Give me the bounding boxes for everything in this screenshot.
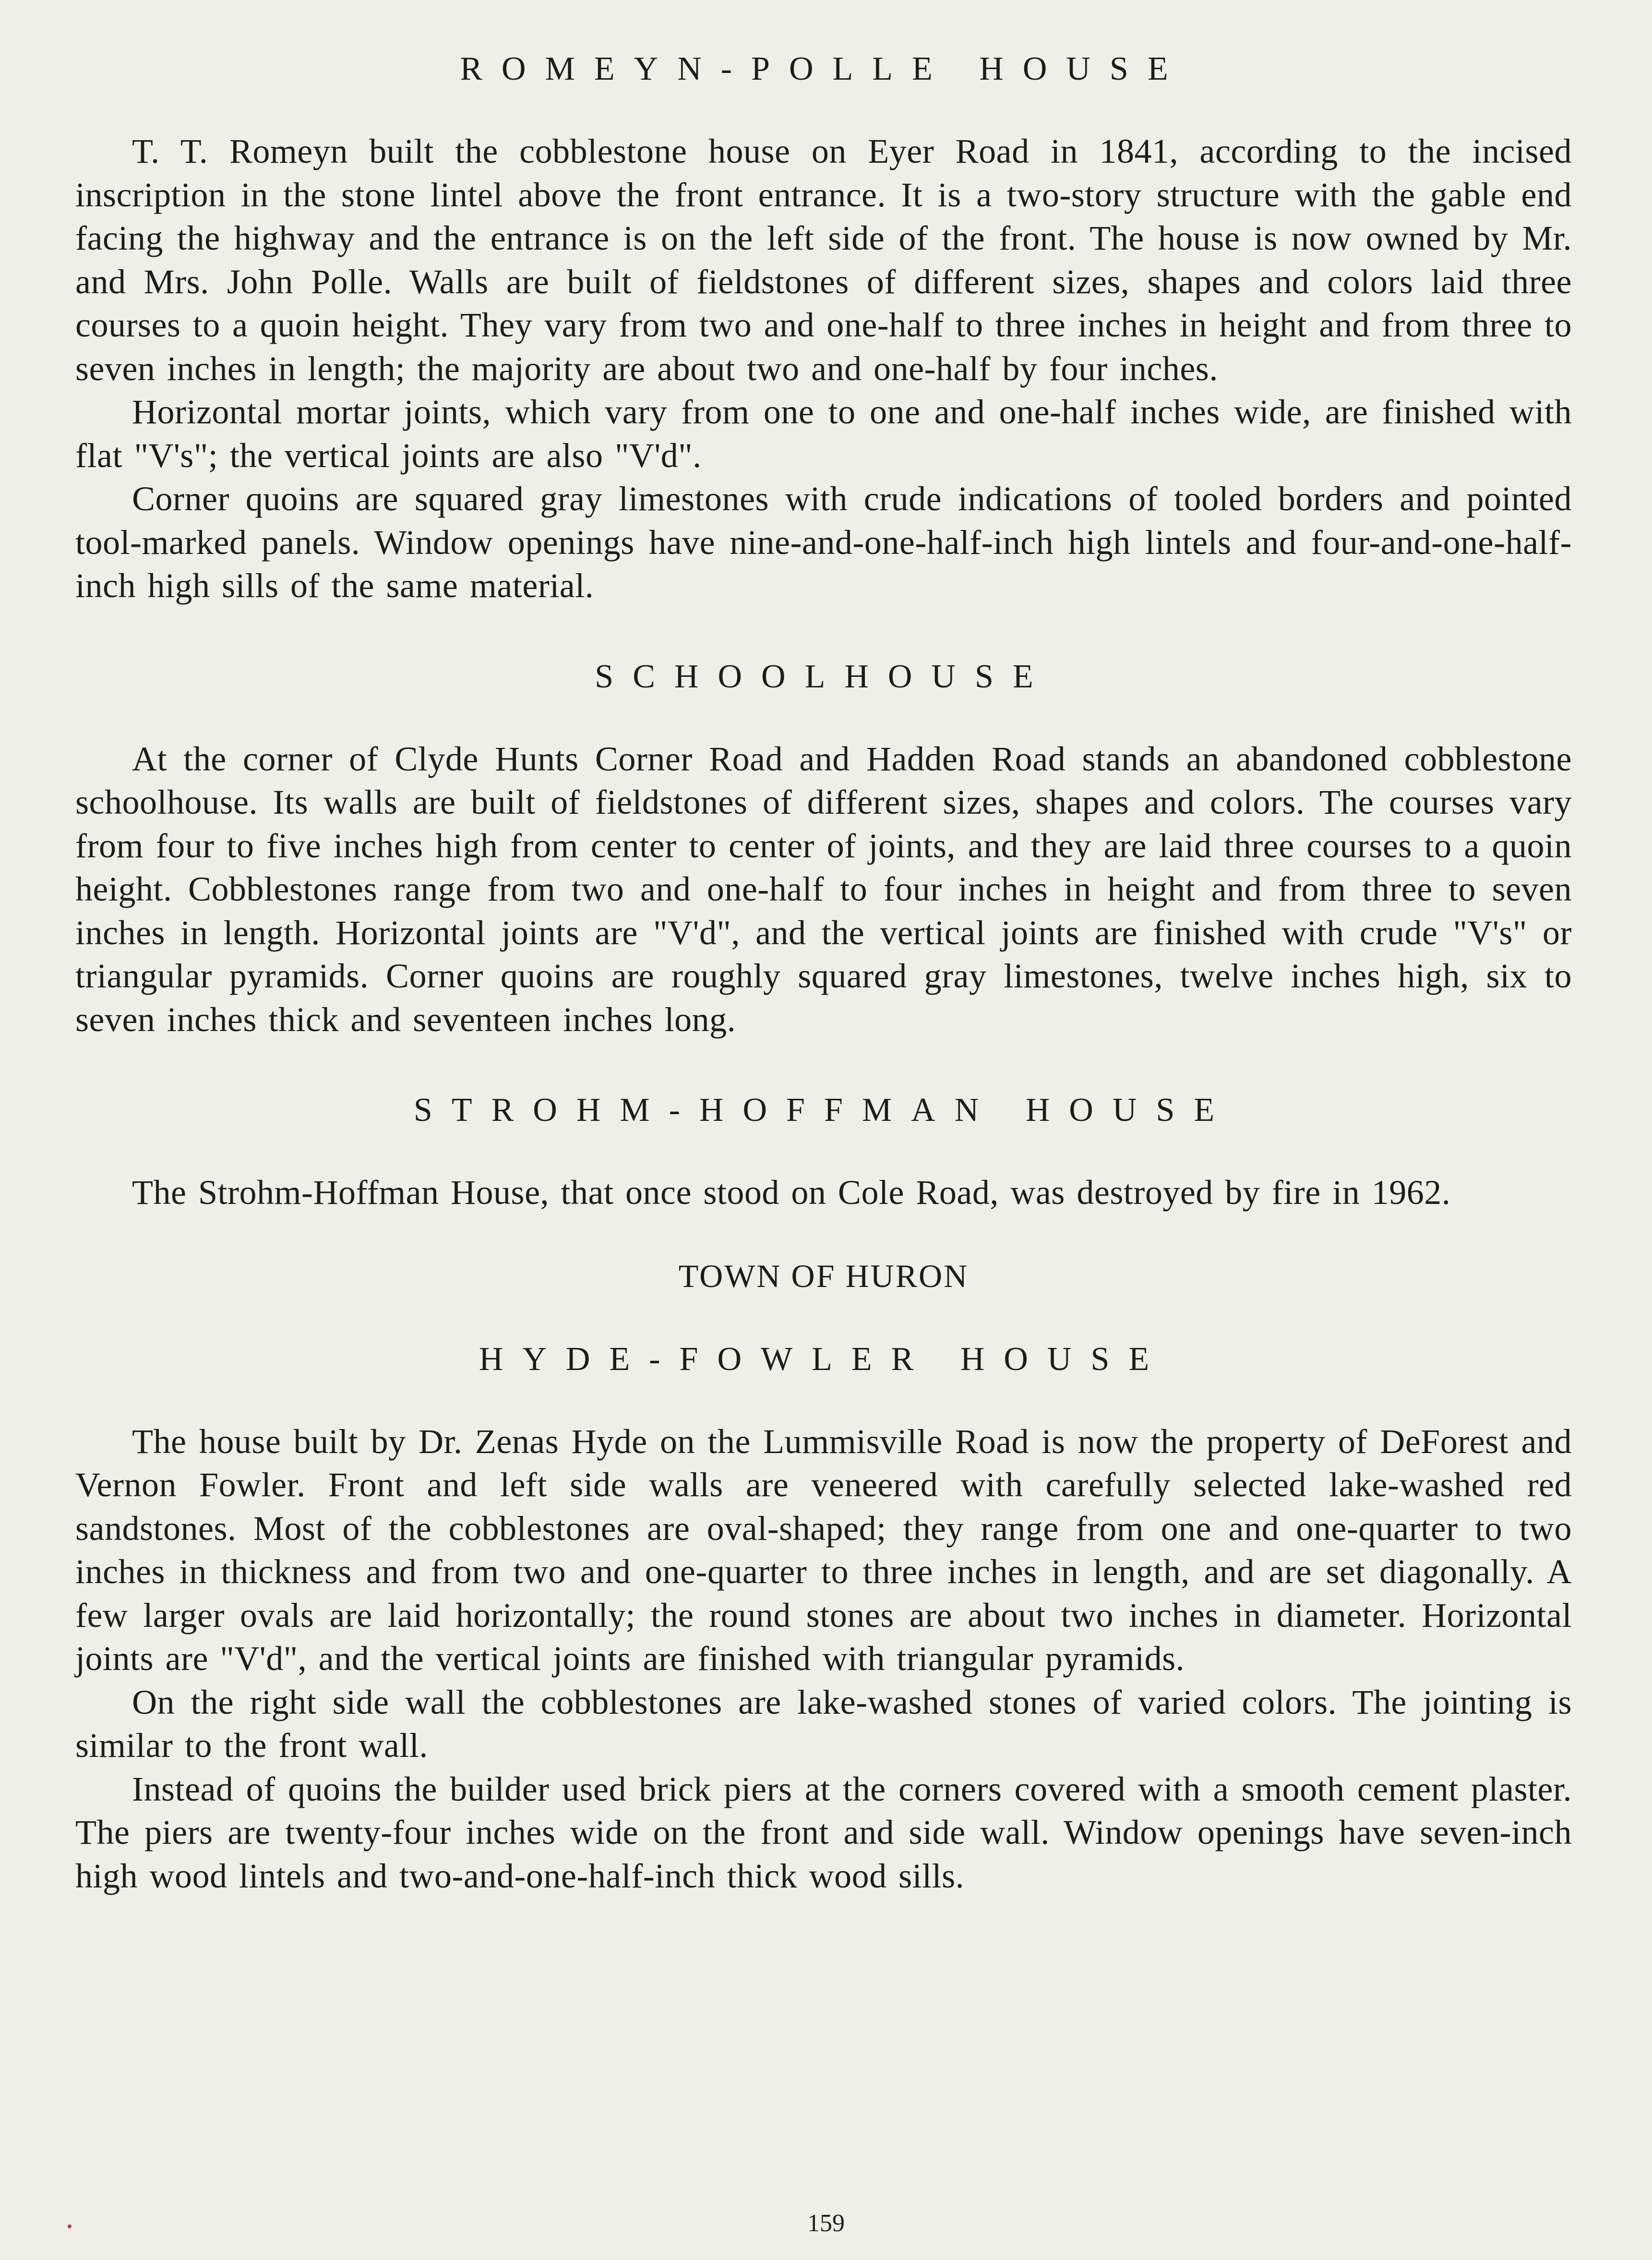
paragraph: Corner quoins are squared gray limestones with crude indications of tooled borders and pointed tool-marked panels. Window openings have nine-and-one-half-inch high lintels and four-and-one-half-inch high sills of the same material. <box>75 480 1572 605</box>
section-heading: ROMEYN-POLLE HOUSE <box>460 50 1187 87</box>
paragraph: T. T. Romeyn built the cobblestone house on Eyer Road in 1841, according to the incised inscription in the stone lintel above the front entrance. It is a two-story structure with the gable end facing the highway and the entrance is on the left side of the front. The house is now owned by Mr. and Mrs. John Polle. Walls are built of fieldstones of different sizes, shapes and colors laid three courses to a quoin height. They vary from two and one-half to three inches in height and from three to seven inches in length; the majority are about two and one-half by four inches. <box>75 132 1572 388</box>
section-strohm-hoffman <box>75 1087 1572 1214</box>
paragraph: The Strohm-Hoffman House, that once stood on Cole Road, was destroyed by fire in 1962. <box>132 1173 1451 1212</box>
section-hyde-fowler <box>75 1253 1572 1898</box>
paragraph: On the right side wall the cobblestones are lake-washed stones of varied colors. The jointing is similar to the front wall. <box>75 1683 1572 1765</box>
town-heading: TOWN OF HURON <box>678 1257 969 1294</box>
page-content <box>75 46 1572 1944</box>
page-number: 159 <box>807 2210 845 2237</box>
section-heading: SCHOOLHOUSE <box>595 658 1053 695</box>
paragraph: Horizontal mortar joints, which vary from one to one and one-half inches wide, are finished with flat "V's"; the vertical joints are also "V'd". <box>75 393 1572 475</box>
paragraph: The house built by Dr. Zenas Hyde on the Lummisville Road is now the property of DeForest and Vernon Fowler. Front and left side walls are veneered with carefully selected lake-washed red sandstones. Most of the cobblestones are oval-shaped; they range from one and one-quarter to two inches in thickness and from two and one-quarter to three inches in length, and are set diagonally. A few larger ovals are laid horizontally; the round stones are about two inches in diameter. Horizontal joints are "V'd", and the vertical joints are finished with triangular pyramids. <box>75 1422 1572 1678</box>
section-heading: STROHM-HOFFMAN HOUSE <box>413 1092 1234 1129</box>
paragraph: Instead of quoins the builder used brick piers at the corners covered with a smooth cement plaster. The piers are twenty-four inches wide on the front and side wall. Window openings have seven-inch high wood lintels and two-and-one-half-inch thick wood sills. <box>75 1769 1572 1895</box>
section-romeyn-polle <box>75 46 1572 608</box>
section-schoolhouse <box>75 654 1572 1042</box>
section-heading: HYDE-FOWLER HOUSE <box>479 1340 1169 1378</box>
paragraph: At the corner of Clyde Hunts Corner Road and Hadden Road stands an abandoned cobblestone schoolhouse. Its walls are built of fieldstones of different sizes, shapes and colors. The courses vary from four to five inches high from center to center of joints, and they are laid three courses to a quoin height. Cobblestones range from two and one-half to four inches in height and from three to seven inches in length. Horizontal joints are "V'd", and the vertical joints are finished with crude "V's" or triangular pyramids. Corner quoins are roughly squared gray limestones, twelve inches high, six to seven inches thick and seventeen inches long. <box>75 739 1572 1039</box>
